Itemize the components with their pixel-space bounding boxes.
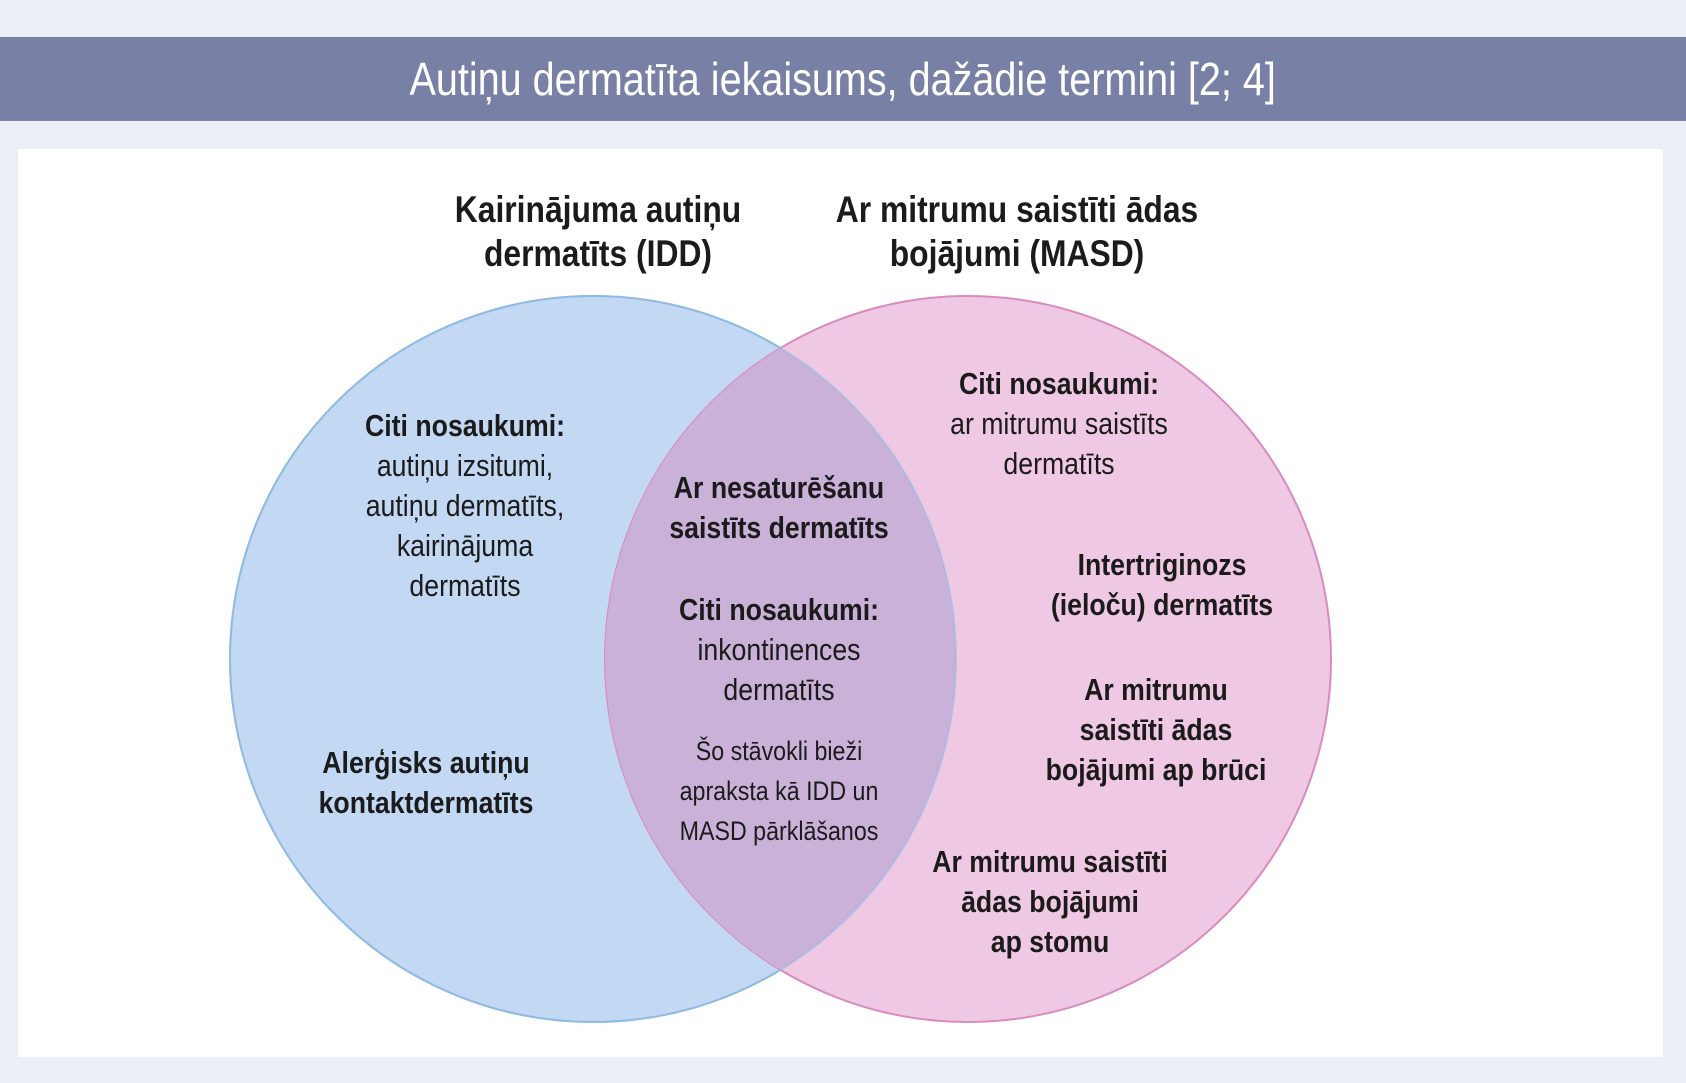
- periwound-skin-damage: [1046, 670, 1267, 790]
- masd-other-name: ar mitrumu saistīts: [950, 406, 1168, 441]
- overlap-note-line: MASD pārklāšanos: [679, 816, 879, 846]
- periwound-line: bojājumi ap brūci: [1045, 752, 1267, 787]
- overlap-note-line: Šo stāvokli bieži: [695, 736, 863, 766]
- idd-other-name: dermatīts: [409, 568, 521, 603]
- iad-other-names-label: Citi nosaukumi:: [679, 592, 879, 627]
- idd-title-line2: dermatīts (IDD): [483, 233, 713, 275]
- iad-other-names: [679, 590, 879, 710]
- allergic-line1: Alerģisks autiņu: [322, 745, 530, 780]
- allergic-line2: kontaktdermatīts: [318, 785, 534, 820]
- masd-other-names-label: Citi nosaukumi:: [959, 366, 1159, 401]
- peristomal-line: Ar mitrumu saistīti: [932, 844, 1168, 879]
- intertrigo-line1: Intertriginozs: [1077, 547, 1247, 582]
- masd-other-name: dermatīts: [1003, 446, 1115, 481]
- masd-title-line1: Ar mitrumu saistīti ādas: [835, 189, 1199, 230]
- iad-other-name: inkontinences: [697, 632, 861, 667]
- iad-title-line1: Ar nesaturēšanu: [673, 470, 885, 505]
- idd-title-line1: Kairinājuma autiņu: [454, 189, 742, 230]
- peristomal-skin-damage: [932, 842, 1168, 962]
- idd-other-names: [365, 406, 565, 606]
- masd-other-names: [950, 364, 1168, 484]
- idd-other-names-label: Citi nosaukumi:: [365, 408, 565, 443]
- peristomal-line: ādas bojājumi: [961, 884, 1139, 919]
- header-title: Autiņu dermatīta iekaisums, dažādie termini [2; 4]: [409, 53, 1277, 105]
- idd-other-name: autiņu dermatīts,: [365, 488, 565, 523]
- idd-title: [455, 188, 741, 277]
- idd-other-name: autiņu izsitumi,: [376, 448, 554, 483]
- overlap-note: [680, 731, 879, 851]
- idd-other-name: kairinājuma: [396, 528, 534, 563]
- allergic-contact-dermatitis: [319, 743, 534, 823]
- intertriginous-dermatitis: [1051, 545, 1273, 625]
- peristomal-line: ap stomu: [990, 924, 1110, 959]
- intertrigo-line2: (ieloču) dermatīts: [1050, 587, 1274, 622]
- iad-title: [669, 468, 888, 548]
- iad-other-name: dermatīts: [723, 672, 835, 707]
- iad-title-line2: saistīts dermatīts: [669, 510, 889, 545]
- periwound-line: Ar mitrumu: [1084, 672, 1228, 707]
- masd-title-line2: bojājumi (MASD): [889, 233, 1145, 275]
- periwound-line: saistīti ādas: [1079, 712, 1233, 747]
- masd-title: [836, 188, 1199, 277]
- overlap-note-line: apraksta kā IDD un: [679, 776, 879, 806]
